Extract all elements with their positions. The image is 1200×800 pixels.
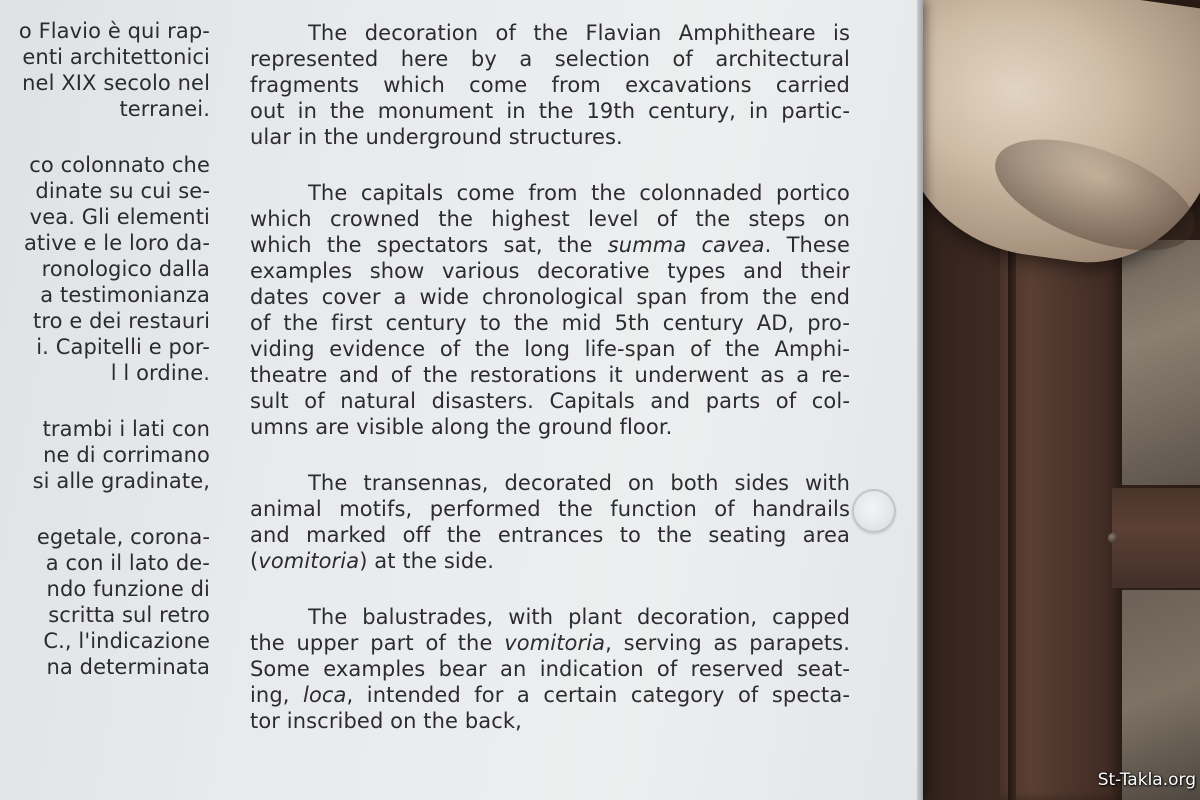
english-text-line: represented here by a selection of architectural xyxy=(250,47,850,71)
english-text-line: examples show various decorative types and their xyxy=(250,259,850,283)
english-text-line: ular in the underground structures. xyxy=(250,125,623,149)
english-text-line: umns are visible along the ground floor. xyxy=(250,415,673,439)
stone-wall xyxy=(1118,240,1200,485)
english-text-line: animal motifs, performed the function of handrails xyxy=(250,497,850,521)
italian-text-line: nel XIX secolo nel xyxy=(22,71,210,95)
italian-text-line: C., l'indicazione xyxy=(43,629,210,653)
english-text-line: the upper part of the vomitoria, serving as parapets. xyxy=(250,631,850,655)
rivet xyxy=(1108,533,1118,543)
wooden-rail xyxy=(1112,488,1200,588)
paragraph-gap xyxy=(250,440,850,470)
paragraph-gap xyxy=(0,494,210,524)
panel-screw xyxy=(852,489,896,533)
italian-text-line: egetale, corona- xyxy=(36,525,210,549)
english-text-line: fragments which come from excavations carried xyxy=(250,73,850,97)
english-text-line: which crowned the highest level of the steps on xyxy=(250,207,850,231)
italian-text-line: terranei. xyxy=(119,97,210,121)
english-text-line: dates cover a wide chronological span from the end xyxy=(250,285,850,309)
italic-term: summa cavea xyxy=(607,233,765,257)
english-text-line: The transennas, decorated on both sides with xyxy=(308,471,850,495)
italian-text-line: ndo funzione di xyxy=(46,577,210,601)
italic-term: vomitoria xyxy=(258,549,360,573)
italian-text-line: enti architettonici xyxy=(22,45,210,69)
italian-text-line: a testimonianza xyxy=(40,283,210,307)
italian-text-line: na determinata xyxy=(46,655,210,679)
english-text-line: Some examples bear an indication of reserved seat- xyxy=(250,657,850,681)
english-text-line: The balustrades, with plant decoration, capped xyxy=(308,605,850,629)
panel-edge xyxy=(917,0,923,800)
italian-text-line: scritta sul retro xyxy=(48,603,210,627)
paragraph-gap xyxy=(250,574,850,604)
italian-text-line: ronologico dalla xyxy=(41,257,210,281)
english-text-line: The decoration of the Flavian Amphitheare is xyxy=(308,21,850,45)
italian-text-line: ative e le loro da- xyxy=(23,231,210,255)
italian-text-line: tro e dei restauri xyxy=(33,309,210,333)
paragraph-gap xyxy=(250,150,850,180)
italian-text-line: dinate su cui se- xyxy=(35,179,210,203)
english-text-line: which the spectators sat, the summa cavea. These xyxy=(250,233,850,257)
italian-text-line: si alle gradinate, xyxy=(32,469,210,493)
english-text-line: The capitals come from the colonnaded portico xyxy=(308,181,850,205)
english-text-line: out in the monument in the 19th century, in partic- xyxy=(250,99,850,123)
watermark: St-Takla.org xyxy=(1097,770,1196,790)
italian-text-line: vea. Gli elementi xyxy=(29,205,210,229)
italic-term: vomitoria xyxy=(504,631,606,655)
english-text-line: (vomitoria) at the side. xyxy=(250,549,495,573)
english-text-line: of the first century to the mid 5th century AD, pro- xyxy=(250,311,850,335)
italian-text-line: o Flavio è qui rap- xyxy=(18,19,210,43)
stone-wall-lower xyxy=(1118,590,1200,800)
italian-text-column xyxy=(0,18,210,680)
italian-text-line: l l ordine. xyxy=(110,361,210,385)
italian-text-line: ne di corrimano xyxy=(43,443,210,467)
english-text-line: viding evidence of the long life-span of the Amphi- xyxy=(250,337,850,361)
italian-text-line: co colonnato che xyxy=(29,153,210,177)
italic-term: loca xyxy=(303,683,347,707)
paragraph-gap xyxy=(0,122,210,152)
english-text-column xyxy=(250,20,850,734)
english-text-line: ing, loca, intended for a certain category of specta- xyxy=(250,683,850,707)
italian-text-line: trambi i lati con xyxy=(42,417,210,441)
english-text-line: tor inscribed on the back, xyxy=(250,709,522,733)
paragraph-gap xyxy=(0,386,210,416)
italian-text-line: i. Capitelli e por- xyxy=(36,335,210,359)
english-text-line: theatre and of the restorations it underwent as a re- xyxy=(250,363,850,387)
english-text-line: sult of natural disasters. Capitals and parts of col- xyxy=(250,389,850,413)
english-text-line: and marked off the entrances to the seating area xyxy=(250,523,850,547)
italian-text-line: a con il lato de- xyxy=(45,551,210,575)
